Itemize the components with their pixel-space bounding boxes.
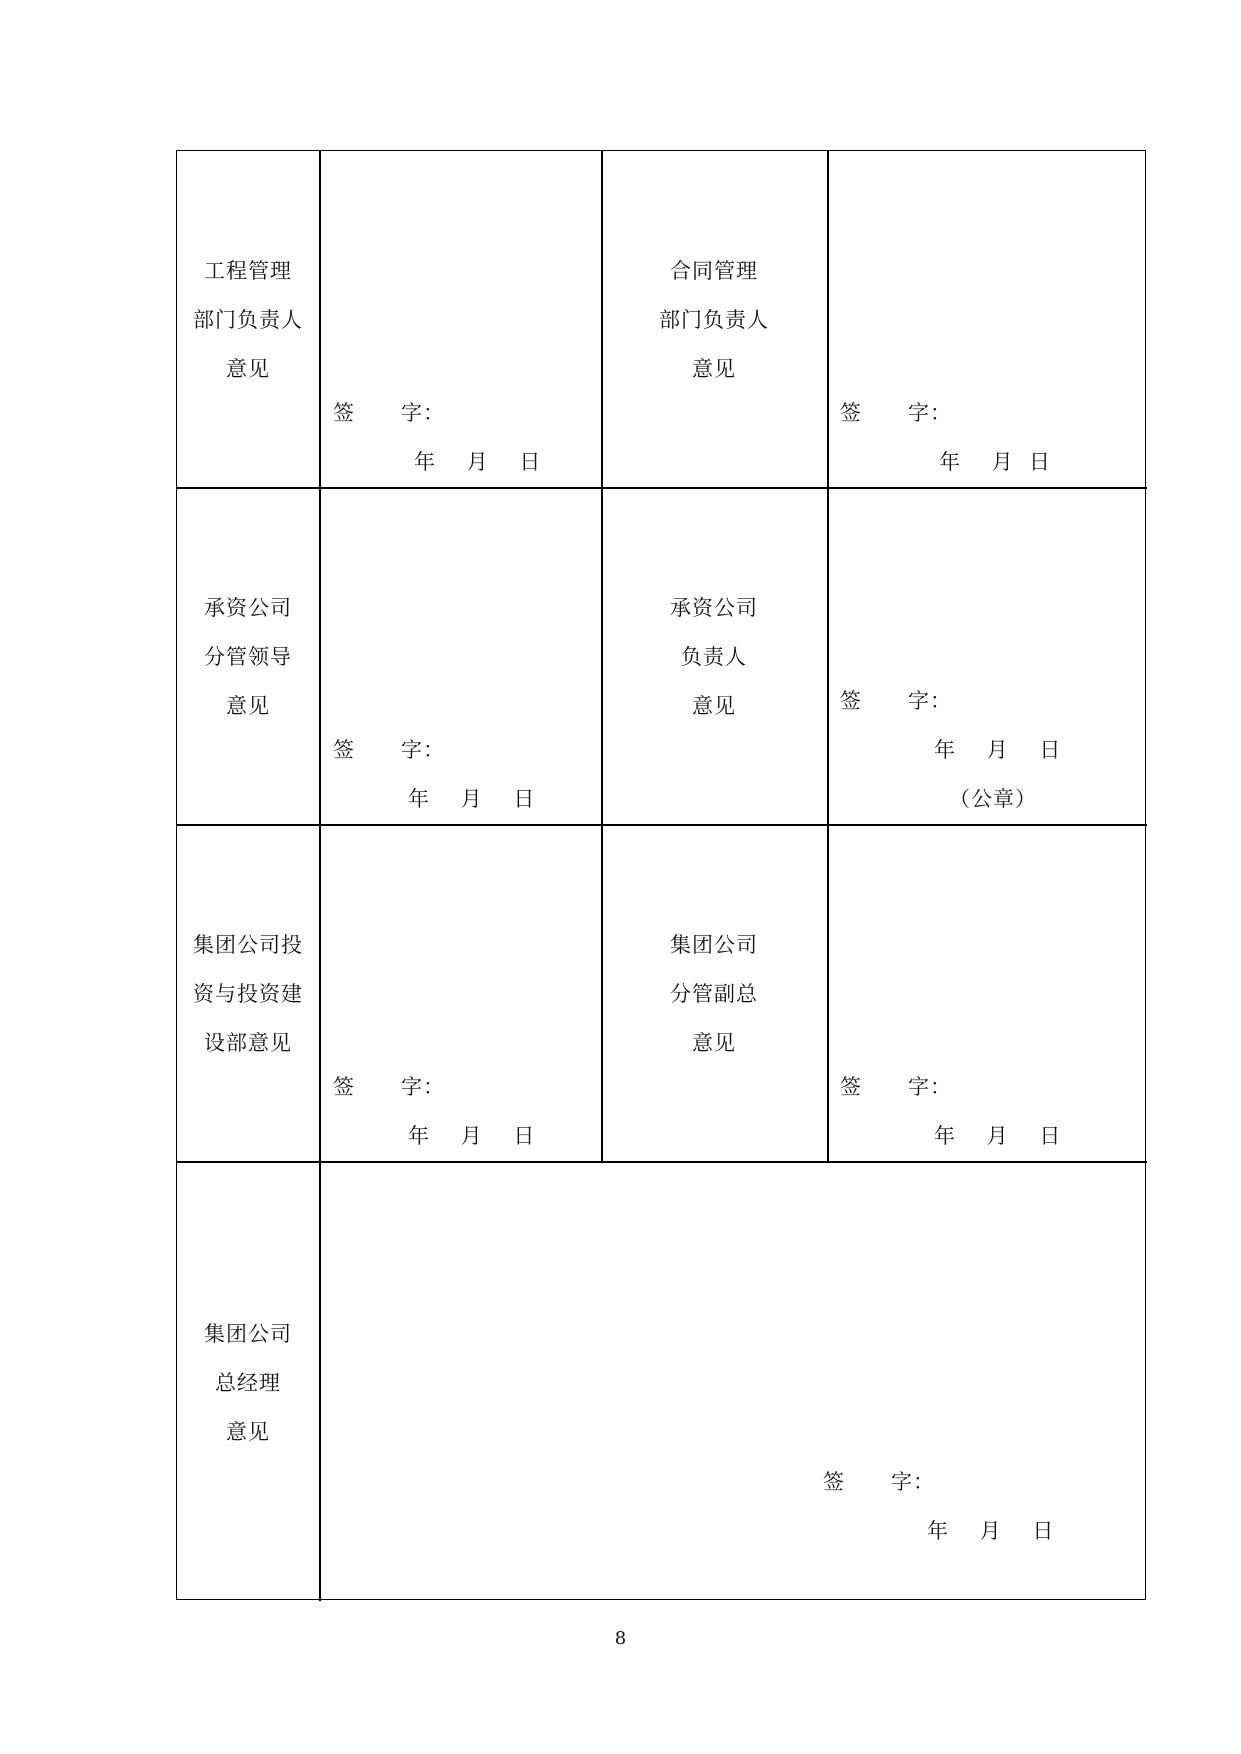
label-line: 工程管理 <box>204 259 292 283</box>
row4-left-label <box>177 1310 319 1457</box>
row2-right-seal: （公章） <box>949 787 1037 811</box>
label-line: 负责人 <box>681 645 747 669</box>
row3-left-label <box>177 921 319 1068</box>
row3-right-sign-field[interactable]: 签 字： <box>840 1075 953 1099</box>
row1-left-sign-field[interactable]: 签 字： <box>333 401 446 425</box>
row1-left-label <box>177 247 319 394</box>
label-line: 意见 <box>692 694 736 718</box>
label-line: 意见 <box>692 357 736 381</box>
page-number: 8 <box>614 1628 627 1649</box>
row1-right-sign-field[interactable]: 签 字： <box>840 401 953 425</box>
row-divider <box>177 487 1147 489</box>
approval-form-table <box>176 150 1146 1600</box>
row1-right-label <box>601 247 827 394</box>
label-line: 集团公司投 <box>193 933 303 957</box>
column-divider <box>319 151 321 1601</box>
row2-right-label <box>601 584 827 731</box>
row3-left-date-field[interactable]: 年 月 日 <box>408 1124 536 1148</box>
label-line: 部门负责人 <box>659 308 769 332</box>
row4-date-field[interactable]: 年 月 日 <box>927 1519 1055 1543</box>
label-line: 意见 <box>226 357 270 381</box>
label-line: 设部意见 <box>204 1031 292 1055</box>
row2-right-sign-field[interactable]: 签 字： <box>840 689 953 713</box>
label-line: 承资公司 <box>670 596 758 620</box>
label-line: 分管副总 <box>670 982 758 1006</box>
row3-left-sign-field[interactable]: 签 字： <box>333 1075 446 1099</box>
label-line: 集团公司 <box>670 933 758 957</box>
label-line: 部门负责人 <box>193 308 303 332</box>
label-line: 意见 <box>692 1031 736 1055</box>
row2-left-label <box>177 584 319 731</box>
label-line: 分管领导 <box>204 645 292 669</box>
row-divider <box>177 1161 1147 1163</box>
row2-right-date-field[interactable]: 年 月 日 <box>934 738 1062 762</box>
label-line: 总经理 <box>215 1371 281 1395</box>
row1-right-date-field[interactable]: 年 月 日 <box>939 450 1052 474</box>
row2-left-date-field[interactable]: 年 月 日 <box>408 787 536 811</box>
row2-left-sign-field[interactable]: 签 字： <box>333 738 446 762</box>
row-divider <box>177 824 1147 826</box>
row3-right-label <box>601 921 827 1068</box>
label-line: 合同管理 <box>670 259 758 283</box>
label-line: 资与投资建 <box>193 982 303 1006</box>
label-line: 意见 <box>226 1420 270 1444</box>
label-line: 承资公司 <box>204 596 292 620</box>
row3-right-date-field[interactable]: 年 月 日 <box>934 1124 1062 1148</box>
label-line: 意见 <box>226 694 270 718</box>
label-line: 集团公司 <box>204 1322 292 1346</box>
row4-sign-field[interactable]: 签 字： <box>823 1470 936 1494</box>
column-divider <box>827 151 829 1161</box>
row1-left-date-field[interactable]: 年 月 日 <box>414 450 542 474</box>
